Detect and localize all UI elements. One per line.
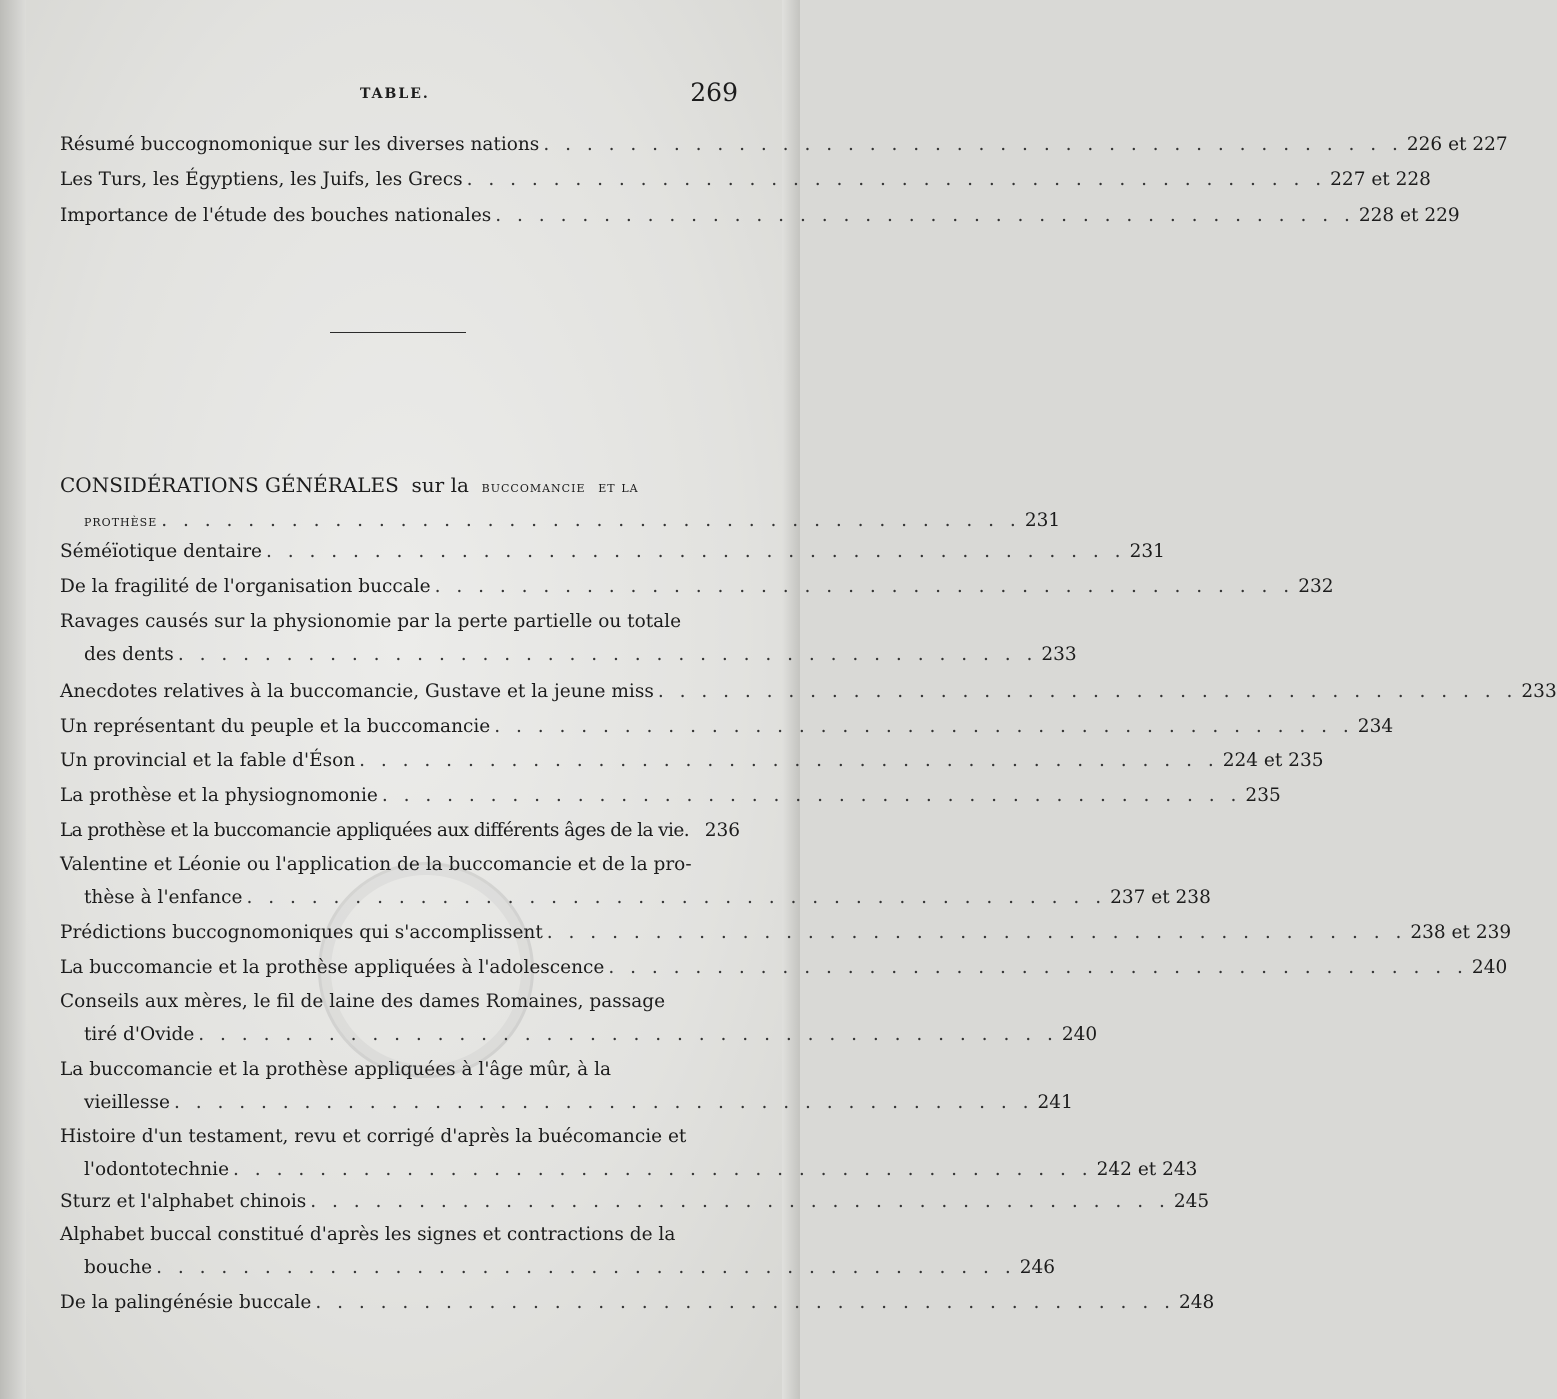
heading-line2: prothèse bbox=[84, 512, 158, 530]
entry-page: 246 bbox=[1019, 1257, 1056, 1278]
toc-entry bbox=[60, 744, 1324, 777]
toc-entry bbox=[60, 951, 1508, 984]
entry-page: 248 bbox=[1178, 1292, 1215, 1313]
dot-leader: . . . . . . . . . . . . . . . . . . . . . . . . . . . . . . . . . . . . . . . . bbox=[381, 785, 1242, 806]
dot-leader: . . . . . . . . . . . . . . . . . . . . . . . . . . . . . . . . . . . . . . . . bbox=[315, 1292, 1175, 1313]
dot-leader: . . . . . . . . . . . . . . . . . . . . . . . . . . . . . . . . . . . . . . . . bbox=[434, 576, 1295, 597]
toc-entry bbox=[60, 1120, 1198, 1186]
entry-title-cont: tiré d'Ovide bbox=[84, 1024, 195, 1045]
heading-part2: sur la bbox=[411, 473, 469, 497]
entry-page: 240 bbox=[1471, 957, 1508, 978]
dot-leader: . . . . . . . . . . . . . . . . . . . . . . . . . . . . . . . . . . . . . . . . bbox=[494, 716, 1354, 737]
entry-title: De la palingénésie buccale bbox=[60, 1292, 312, 1313]
entry-title: Ravages causés sur la physionomie par la perte partielle ou totale bbox=[60, 611, 682, 632]
dot-leader: . . . . . . . . . . . . . . . . . . . . . . . . . . . . . . . . . . . . . . . . bbox=[233, 1159, 1093, 1180]
dot-leader: . . . . . . . . . . . . . . . . . . . . . . . . . . . . . . . . . . . . . . . . bbox=[310, 1191, 1170, 1212]
toc-entry bbox=[60, 779, 1281, 812]
entry-title: Alphabet buccal constitué d'après les signes et contractions de la bbox=[60, 1224, 676, 1245]
entry-title: La buccomancie et la prothèse appliquées à l'âge mûr, à la bbox=[60, 1059, 612, 1080]
entry-title: Prédictions buccognomoniques qui s'accomplissent bbox=[60, 922, 543, 943]
entry-title: Histoire d'un testament, revu et corrigé d'après la buécomancie et bbox=[60, 1126, 687, 1147]
entry-page: 233 bbox=[1521, 681, 1557, 702]
heading-part1: CONSIDÉRATIONS GÉNÉRALES bbox=[60, 473, 399, 497]
toc-entry bbox=[60, 199, 1460, 232]
entry-page: 242 et 243 bbox=[1096, 1159, 1198, 1180]
entry-page: 224 et 235 bbox=[1222, 750, 1324, 771]
dot-leader: . . . . . . . . . . . . . . . . . . . . . . . . . . . . . . . . . . . . . . . . bbox=[265, 541, 1126, 562]
entry-title: Un provincial et la fable d'Éson bbox=[60, 750, 356, 771]
entry-title: Valentine et Léonie ou l'application de la buccomancie et de la pro- bbox=[60, 854, 692, 875]
entry-title: La prothèse et la buccomancie appliquées aux différents âges de la vie. bbox=[60, 820, 689, 841]
page-gutter-shadow bbox=[0, 0, 26, 1399]
dot-leader: . . . . . . . . . . . . . . . . . . . . . . . . . . . . . . . . . . . . . . . . bbox=[359, 750, 1219, 771]
entry-title: Un représentant du peuple et la buccomancie bbox=[60, 716, 491, 737]
entry-page: 237 et 238 bbox=[1110, 887, 1211, 908]
entry-title-cont: des dents bbox=[84, 644, 174, 665]
entry-page: 233 bbox=[1041, 644, 1077, 665]
entry-title-cont: vieillesse bbox=[84, 1092, 170, 1113]
entry-title: Résumé buccognomonique sur les diverses nations bbox=[60, 134, 540, 155]
entry-page: 231 bbox=[1129, 541, 1165, 562]
toc-entry bbox=[60, 916, 1512, 949]
dot-leader: . . . . . . . . . . . . . . . . . . . . . . . . . . . . . . . . . . . . . . . . bbox=[161, 510, 1021, 531]
running-head: TABLE. bbox=[360, 86, 430, 102]
dot-leader: . . . . . . . . . . . . . . . . . . . . . . . . . . . . . . . . . . . . . . . . bbox=[177, 644, 1038, 665]
entry-page: 232 bbox=[1298, 576, 1334, 597]
entry-title-cont: thèse à l'enfance bbox=[84, 887, 243, 908]
toc-entry bbox=[60, 605, 1077, 671]
entry-title: Anecdotes relatives à la buccomancie, Gustave et la jeune miss bbox=[60, 681, 654, 702]
toc-entry bbox=[60, 535, 1165, 568]
page-number: 269 bbox=[690, 78, 738, 107]
dot-leader: . . . . . . . . . . . . . . . . . . . . . . . . . . . . . . . . . . . . . . . . bbox=[198, 1024, 1058, 1045]
entry-page: 234 bbox=[1357, 716, 1394, 737]
dot-leader: . . . . . . . . . . . . . . . . . . . . . . . . . . . . . . . . . . . . . . . . bbox=[466, 169, 1327, 190]
entry-title: Sturz et l'alphabet chinois bbox=[60, 1191, 307, 1212]
entry-page: 236 bbox=[704, 820, 740, 841]
toc-entry bbox=[60, 710, 1394, 743]
entry-title: Les Turs, les Égyptiens, les Juifs, les Grecs bbox=[60, 169, 463, 190]
heading-part3: buccomancie bbox=[481, 478, 586, 496]
dot-leader: . . . . . . . . . . . . . . . . . . . . . . . . . . . . . . . . . . . . . . . . bbox=[156, 1257, 1016, 1278]
dot-leader: . . . . . . . . . . . . . . . . . . . . . . . . . . . . . . . . . . . . . . . . bbox=[246, 887, 1107, 908]
toc-entry bbox=[60, 1286, 1215, 1319]
entry-page: 235 bbox=[1245, 785, 1281, 806]
dot-leader: . . . . . . . . . . . . . . . . . . . . . . . . . . . . . . . . . . . . . . . . bbox=[657, 681, 1518, 702]
entry-title: La prothèse et la physiognomonie bbox=[60, 785, 378, 806]
dot-leader: . . . . . . . . . . . . . . . . . . . . . . . . . . . . . . . . . . . . . . . . bbox=[543, 134, 1403, 155]
toc-entry bbox=[60, 570, 1334, 603]
entry-page: 241 bbox=[1037, 1092, 1073, 1113]
entry-page: 245 bbox=[1173, 1191, 1210, 1212]
dot-leader: . . . . . . . . . . . . . . . . . . . . . . . . . . . . . . . . . . . . . . . . bbox=[608, 957, 1468, 978]
toc-entry bbox=[60, 675, 1557, 708]
toc-entry bbox=[60, 848, 1211, 914]
entry-title-cont: bouche bbox=[84, 1257, 153, 1278]
entry-page: 231 bbox=[1024, 510, 1061, 531]
section-heading bbox=[60, 468, 1061, 538]
dot-leader: . . . . . . . . . . . . . . . . . . . . . . . . . . . . . . . . . . . . . . . . bbox=[495, 205, 1355, 226]
entry-title: De la fragilité de l'organisation buccale bbox=[60, 576, 431, 597]
toc-entry bbox=[60, 1053, 1073, 1119]
entry-page: 226 et 227 bbox=[1406, 134, 1508, 155]
entry-page: 240 bbox=[1061, 1024, 1098, 1045]
entry-title: Conseils aux mères, le fil de laine des dames Romaines, passage bbox=[60, 991, 666, 1012]
entry-page: 238 et 239 bbox=[1410, 922, 1512, 943]
heading-part4: et la bbox=[598, 478, 639, 496]
toc-entry bbox=[60, 1218, 1056, 1284]
toc-entry bbox=[60, 163, 1431, 196]
entry-title: Séméïotique dentaire bbox=[60, 541, 262, 562]
section-rule bbox=[330, 332, 466, 333]
entry-title: Importance de l'étude des bouches nationales bbox=[60, 205, 492, 226]
toc-entry bbox=[60, 128, 1508, 161]
dot-leader: . . . . . . . . . . . . . . . . . . . . . . . . . . . . . . . . . . . . . . . . bbox=[546, 922, 1407, 943]
toc-entry bbox=[60, 985, 1098, 1051]
dot-leader: . . . . . . . . . . . . . . . . . . . . . . . . . . . . . . . . . . . . . . . . bbox=[173, 1092, 1034, 1113]
entry-title-cont: l'odontotechnie bbox=[84, 1159, 230, 1180]
entry-page: 227 et 228 bbox=[1330, 169, 1431, 190]
entry-title: La buccomancie et la prothèse appliquées à l'adolescence bbox=[60, 957, 605, 978]
toc-entry bbox=[60, 814, 740, 847]
toc-entry bbox=[60, 1185, 1210, 1218]
entry-page: 228 et 229 bbox=[1358, 205, 1460, 226]
